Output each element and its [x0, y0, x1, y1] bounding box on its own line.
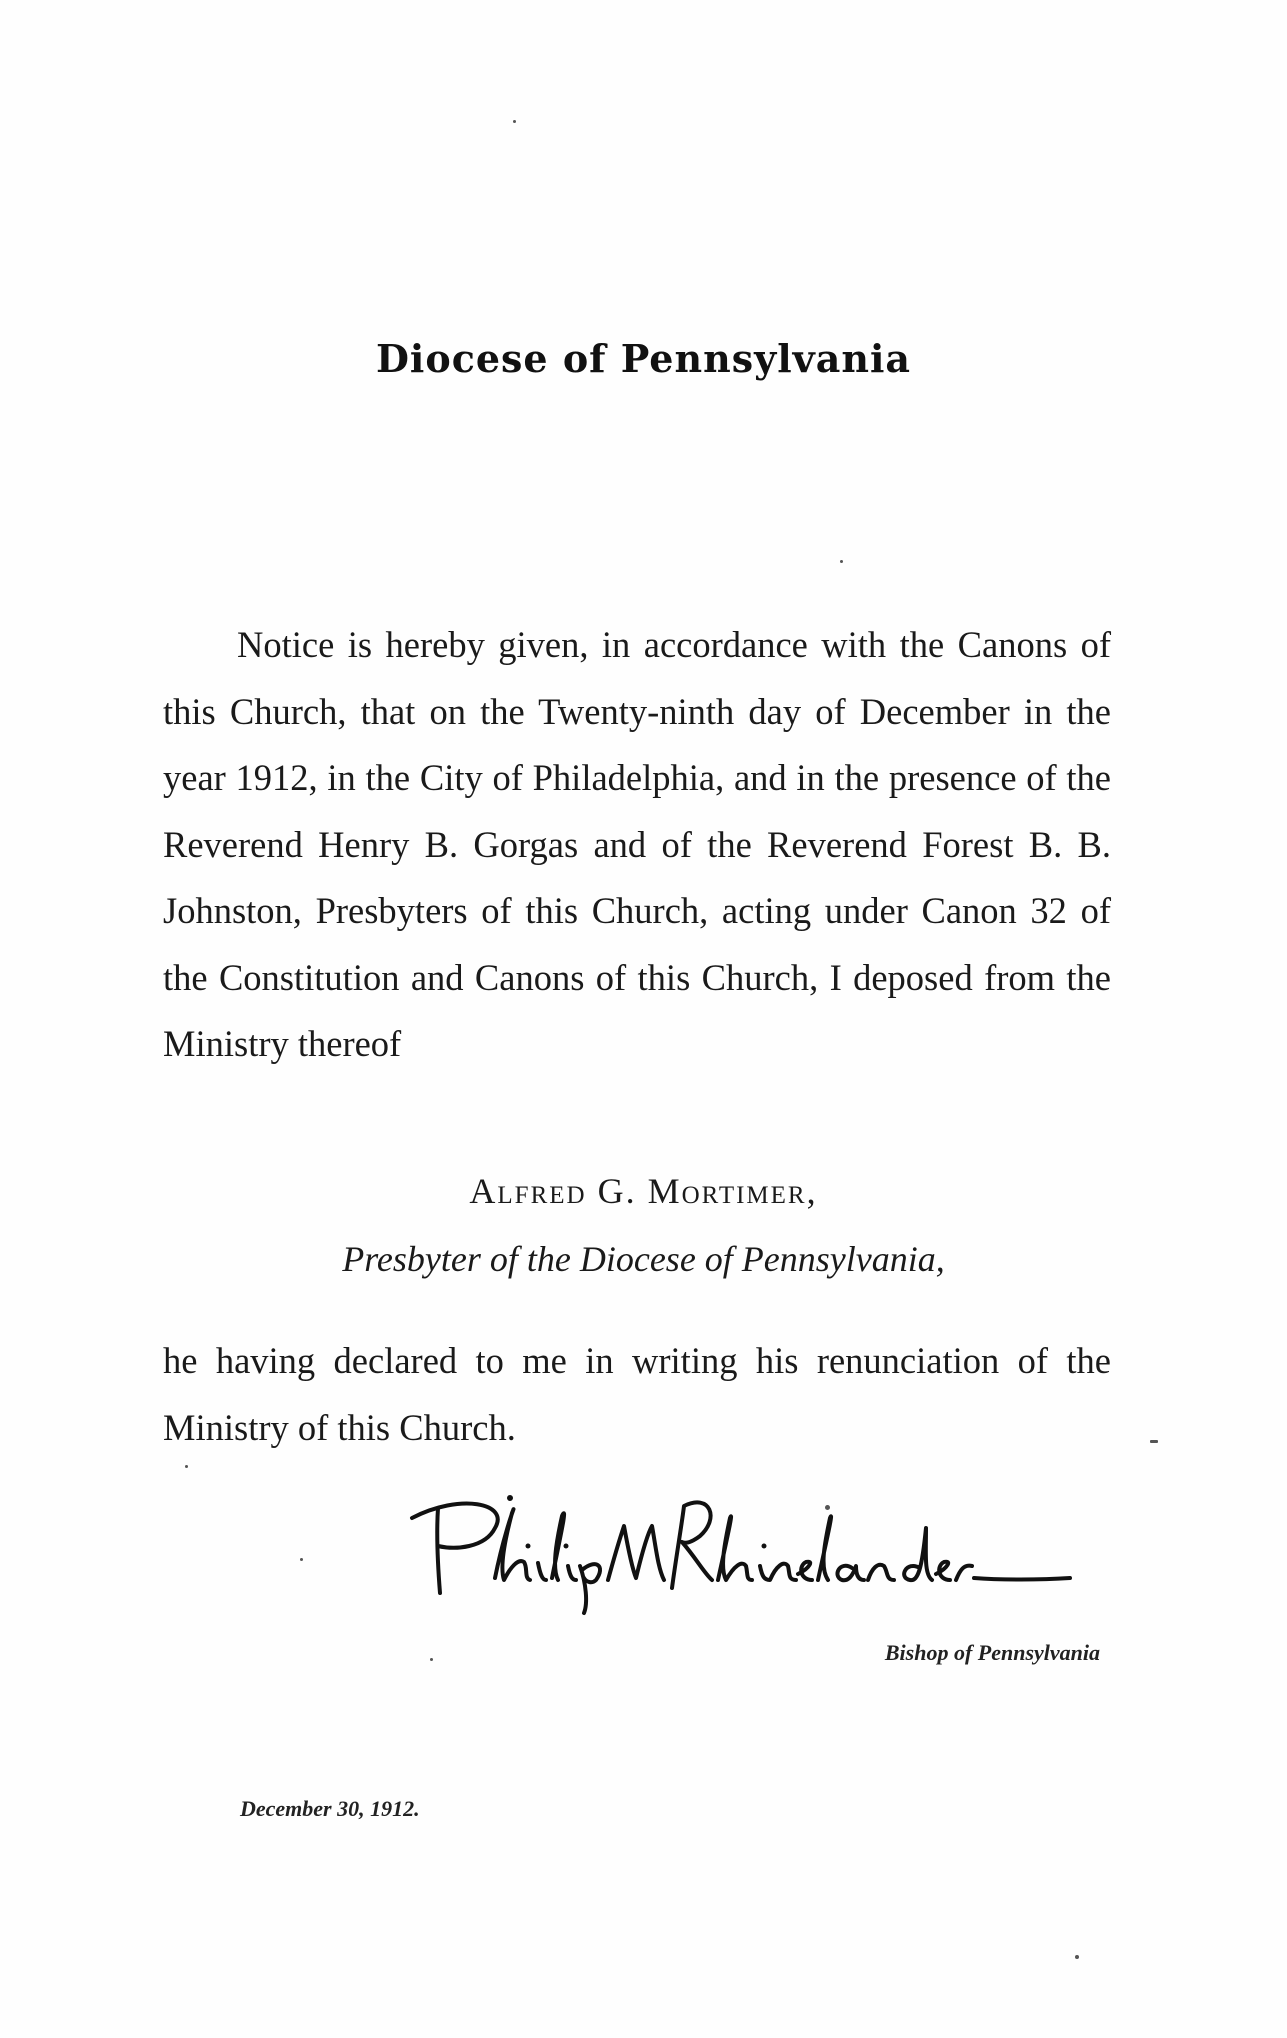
- scan-speck: [300, 1558, 303, 1561]
- signer-title: Bishop of Pennsylvania: [884, 1640, 1100, 1665]
- closing-paragraph: he having declared to me in writing his renunciation of the Ministry of this Church.: [163, 1340, 1111, 1448]
- scan-speck: [1150, 1440, 1158, 1443]
- scan-speck: [1075, 1955, 1079, 1959]
- document-date: December 30, 1912.: [240, 1796, 420, 1821]
- diocese-heading: Diocese of Pennsylvania: [375, 336, 912, 381]
- notice-body: [163, 612, 1111, 1078]
- handwritten-signature: [400, 1488, 1080, 1618]
- scan-speck: [840, 560, 843, 563]
- scan-speck: [430, 1658, 433, 1661]
- deposed-name: Alfred G. Mortimer,: [469, 1171, 818, 1211]
- scan-speck: [825, 1505, 830, 1510]
- scan-speck: [185, 1465, 188, 1468]
- notice-paragraph: Notice is hereby given, in accordance with the Canons of this Church, that on the Twenty-ninth day of December in the year 1912, in the City of Philadelphia, and in the presence of the Reverend Henry B. Gorgas and of the Reverend Forest B. B. Johnston, Presbyters of this Church, acting under Canon 32 of the Constitution and Canons of this Church, I deposed from the Ministry thereof: [163, 624, 1111, 1064]
- closing-body: [163, 1328, 1111, 1461]
- scan-speck: [513, 120, 516, 123]
- deposed-role: Presbyter of the Diocese of Pennsylvania,: [342, 1239, 945, 1279]
